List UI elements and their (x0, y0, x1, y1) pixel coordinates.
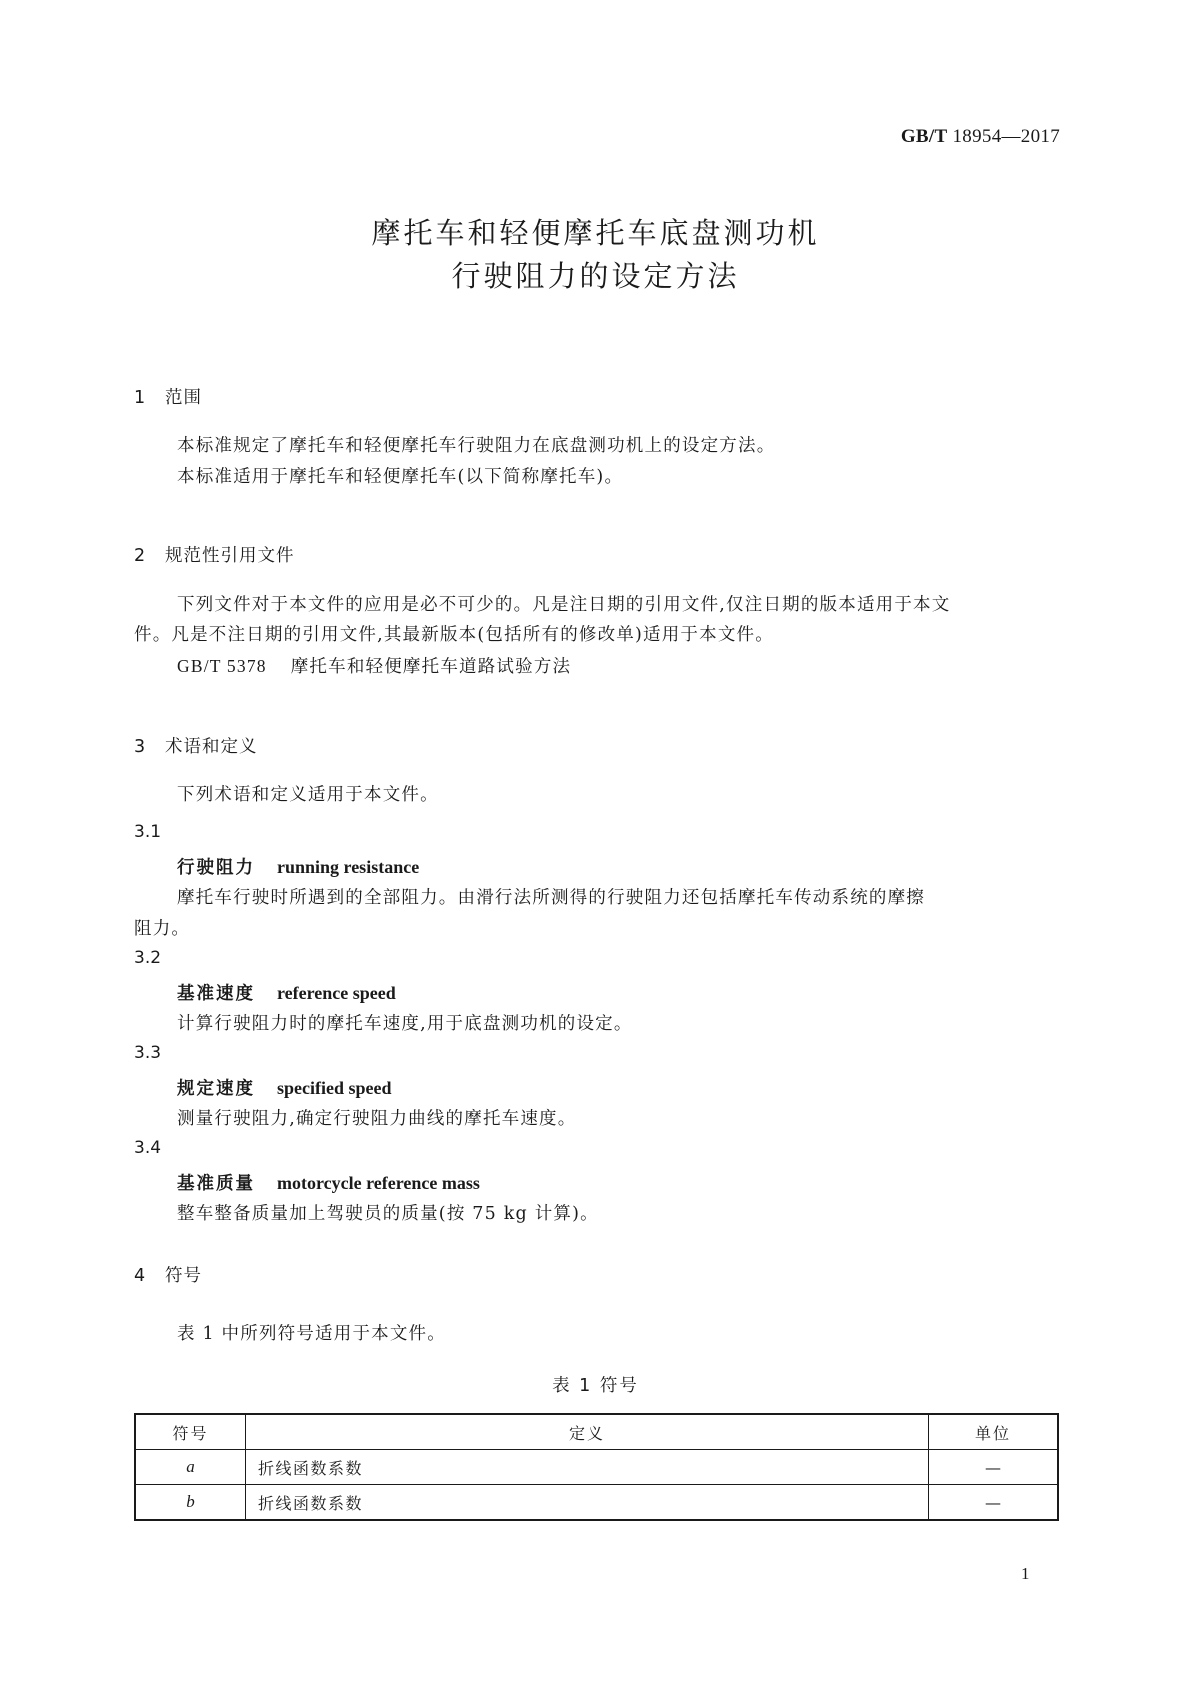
term-entry (177, 980, 396, 1005)
term-definition-line1: 整车整备质量加上驾驶员的质量(按 75 kg 计算)。 (177, 1204, 599, 1224)
section-title: 范围 (165, 388, 202, 408)
symbols-intro: 表 1 中所列符号适用于本文件。 (177, 1324, 446, 1344)
term-name-zh: 行驶阻力 (177, 858, 255, 878)
section-heading-scope (134, 384, 202, 409)
term-name-en: running resistance (277, 857, 420, 877)
term-name-zh: 基准速度 (177, 984, 255, 1004)
table-header-row (135, 1414, 1058, 1450)
standard-code-prefix: GB/T (900, 126, 948, 147)
section-number: 4 (134, 1266, 147, 1286)
term-entry (177, 1170, 480, 1195)
scope-paragraph-2: 本标准适用于摩托车和轻便摩托车(以下简称摩托车)。 (177, 467, 624, 487)
term-entry (177, 854, 419, 879)
term-definition-line1: 摩托车行驶时所遇到的全部阻力。由滑行法所测得的行驶阻力还包括摩托车传动系统的摩擦 (177, 888, 925, 908)
section-title: 符号 (165, 1266, 202, 1286)
term-number: 3.1 (134, 822, 162, 842)
term-name-en: reference speed (277, 983, 396, 1003)
section-number: 3 (134, 737, 147, 757)
term-name-en: specified speed (277, 1078, 392, 1098)
term-name-en: motorcycle reference mass (277, 1173, 480, 1193)
scope-paragraph-1: 本标准规定了摩托车和轻便摩托车行驶阻力在底盘测功机上的设定方法。 (177, 436, 776, 456)
cell-unit: — (929, 1485, 1059, 1521)
term-definition-line2: 阻力。 (134, 919, 191, 939)
term-name-zh: 基准质量 (177, 1174, 255, 1194)
table-row (135, 1450, 1058, 1485)
section-number: 2 (134, 546, 147, 566)
reference-title: 摩托车和轻便摩托车道路试验方法 (290, 657, 572, 677)
reference-code: GB/T 5378 (177, 656, 267, 676)
cell-definition: 折线函数系数 (246, 1485, 929, 1521)
section-heading-terms (134, 733, 258, 758)
cell-symbol: a (135, 1450, 246, 1485)
standard-code-number: 18954—2017 (952, 126, 1060, 147)
cell-unit: — (929, 1450, 1059, 1485)
section-heading-normative (134, 542, 295, 567)
normative-paragraph-line2: 件。凡是不注日期的引用文件,其最新版本(包括所有的修改单)适用于本文件。 (134, 625, 774, 645)
symbols-table (134, 1413, 1059, 1521)
terms-intro: 下列术语和定义适用于本文件。 (177, 785, 439, 805)
term-number: 3.2 (134, 948, 162, 968)
column-header-unit: 单位 (929, 1414, 1059, 1450)
document-title-line2: 行驶阻力的设定方法 (451, 259, 740, 293)
term-entry (177, 1075, 392, 1100)
table-caption: 表 1 符号 (552, 1376, 639, 1396)
term-definition-line1: 计算行驶阻力时的摩托车速度,用于底盘测功机的设定。 (177, 1014, 633, 1034)
term-definition-line1: 测量行驶阻力,确定行驶阻力曲线的摩托车速度。 (177, 1109, 577, 1129)
section-title: 术语和定义 (165, 737, 258, 757)
section-heading-symbols (134, 1262, 202, 1287)
section-title: 规范性引用文件 (165, 546, 295, 566)
term-number: 3.3 (134, 1043, 162, 1063)
table-row (135, 1485, 1058, 1521)
normative-reference (177, 651, 571, 683)
term-number: 3.4 (134, 1138, 162, 1158)
page-number: 1 (1021, 1564, 1030, 1583)
cell-definition: 折线函数系数 (246, 1450, 929, 1485)
normative-paragraph-line1: 下列文件对于本文件的应用是必不可少的。凡是注日期的引用文件,仅注日期的版本适用于本文 (177, 595, 951, 615)
standard-code (901, 126, 1060, 148)
column-header-definition: 定义 (246, 1414, 929, 1450)
term-name-zh: 规定速度 (177, 1079, 255, 1099)
section-number: 1 (134, 388, 147, 408)
column-header-symbol: 符号 (135, 1414, 246, 1450)
cell-symbol: b (135, 1485, 246, 1521)
document-title-line1: 摩托车和轻便摩托车底盘测功机 (371, 216, 820, 250)
